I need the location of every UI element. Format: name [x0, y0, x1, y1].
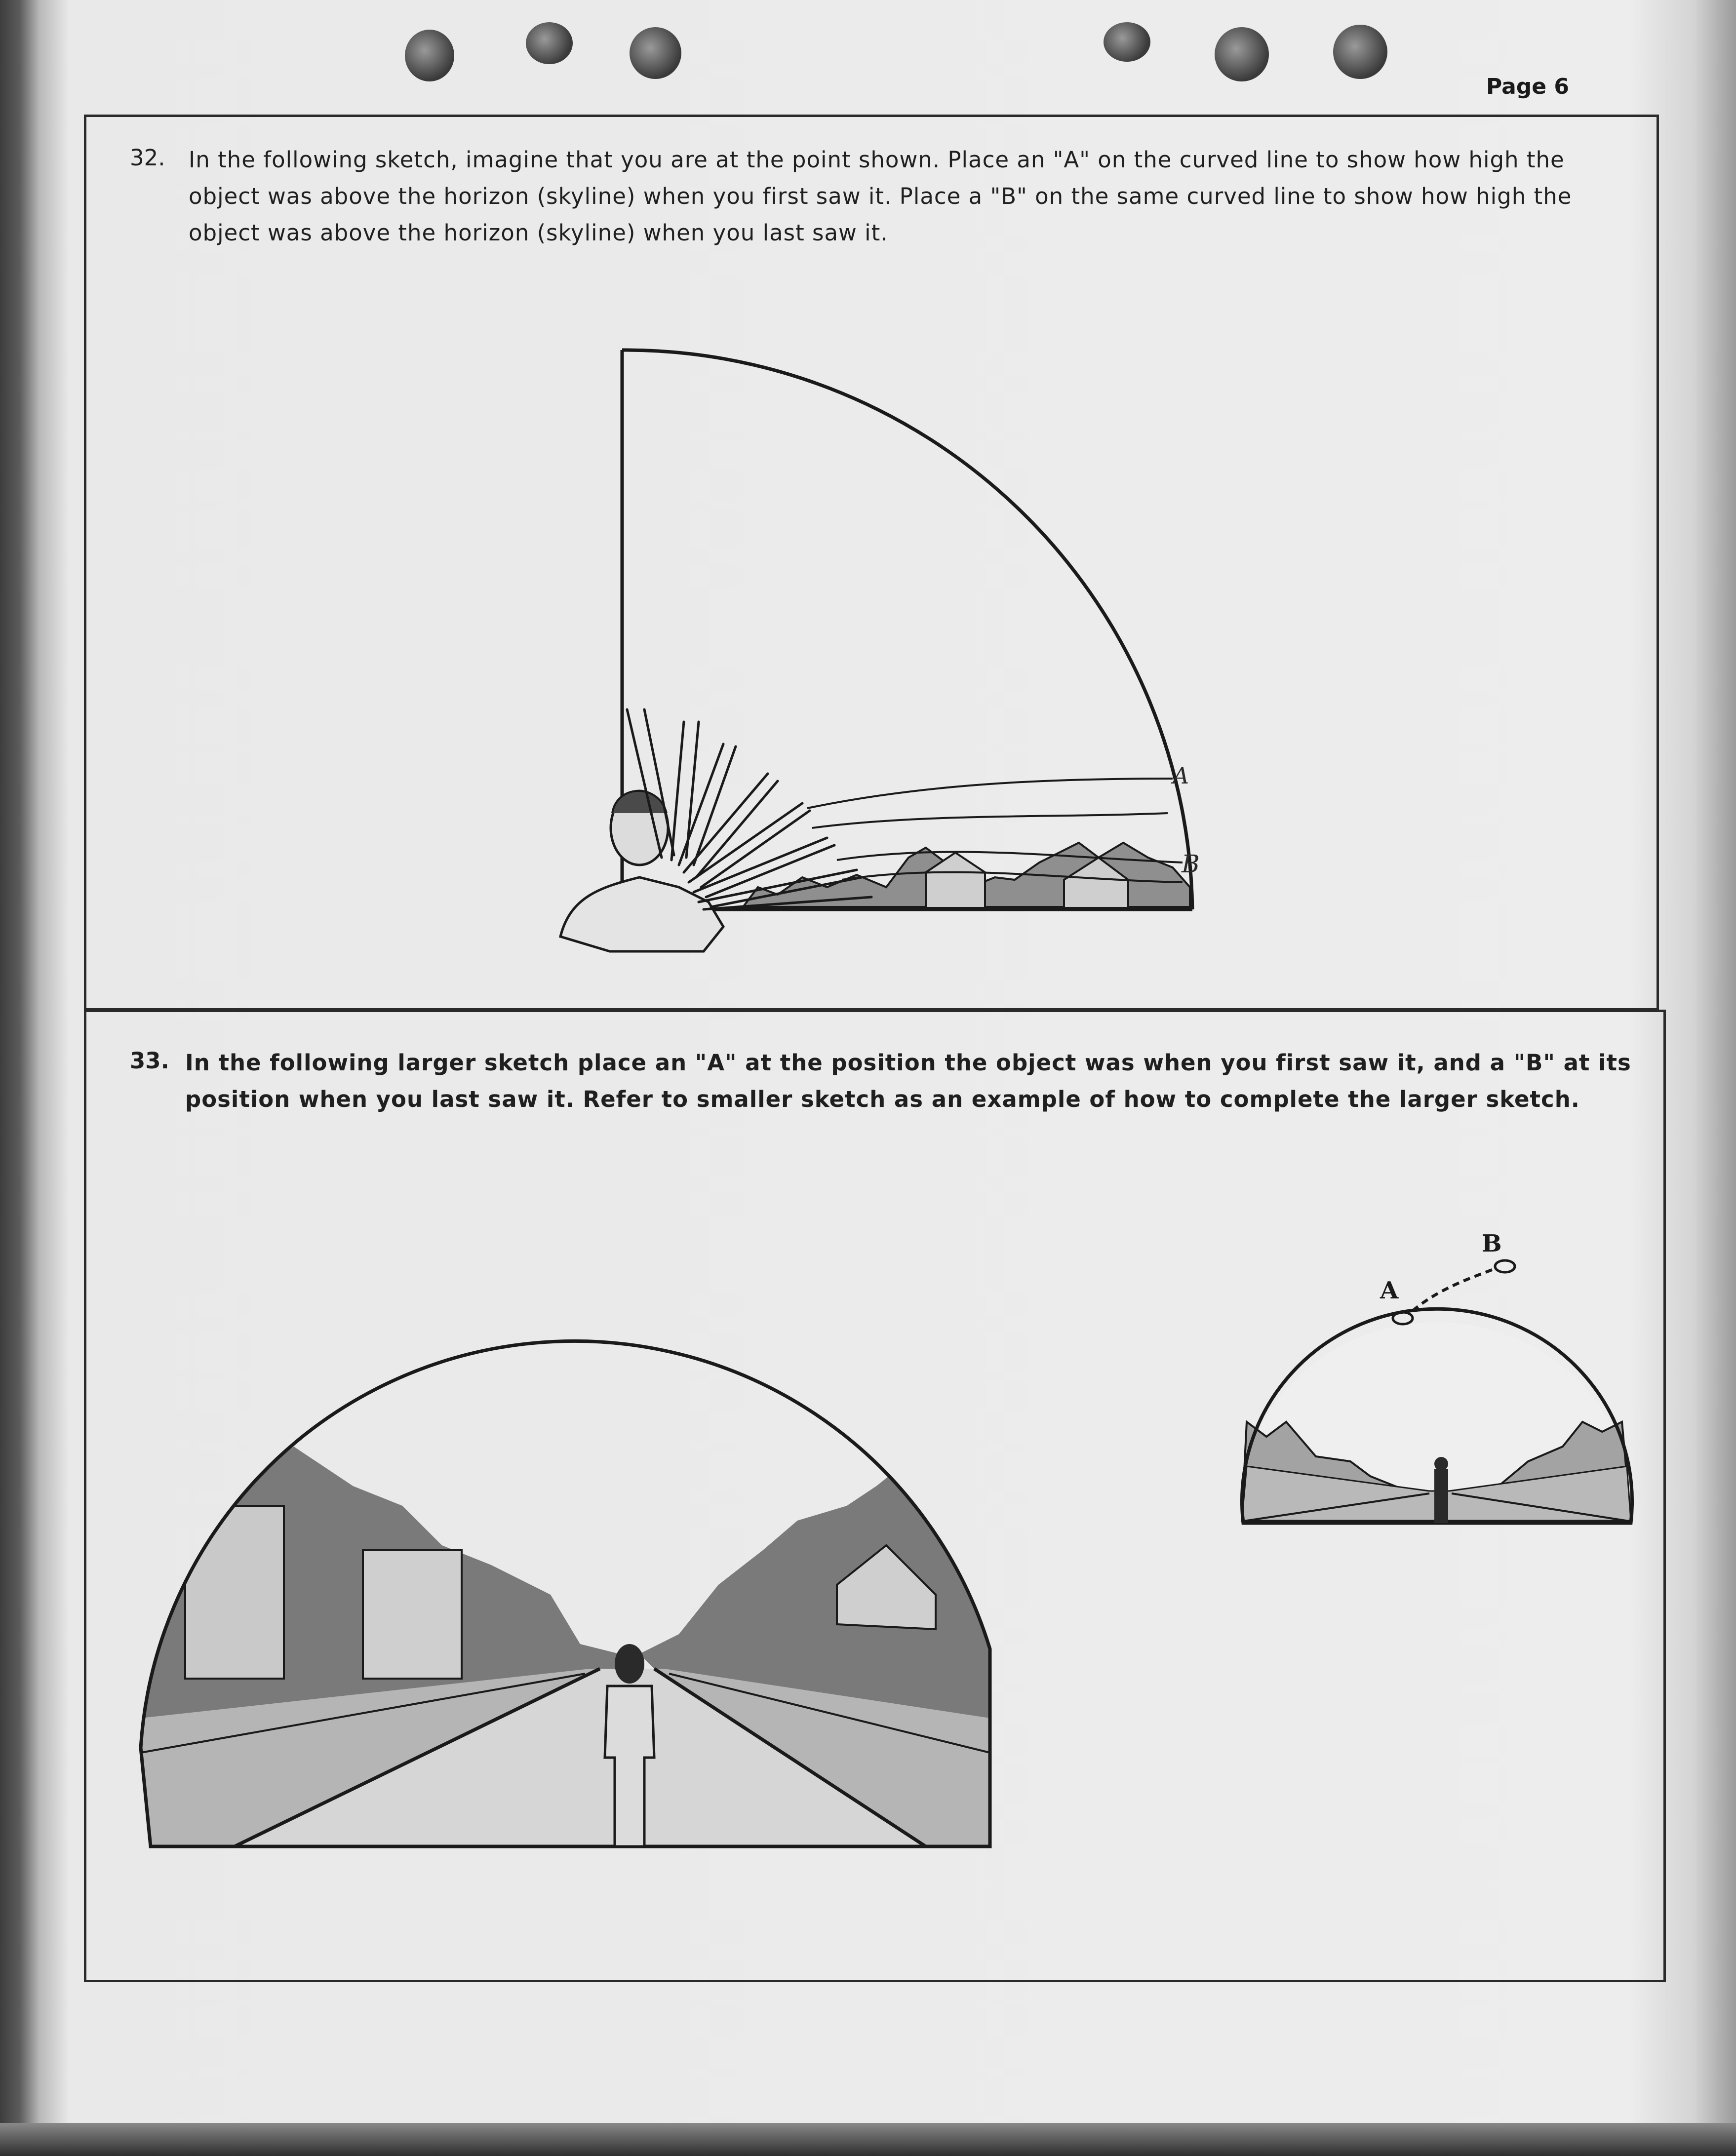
example-mark-b: B [1482, 1230, 1502, 1257]
question-text: In the following sketch, imagine that you are at the point shown. Place an "A" on the curved line to show how high the object was above the horizon (skyline) when you first saw it. Place a "B" on the same curved line to show how high the object was above the horizon (skyline) when you last saw it. [189, 147, 1572, 246]
binder-hole [405, 30, 454, 81]
large-street-sketch [86, 1012, 1668, 1985]
question-number: 33. [130, 1048, 169, 1074]
question-text: In the following larger sketch place an "A" at the position the object was when you first saw it, and a "B" at its position when you last saw it. Refer to smaller sketch as an example of how to complete the larger sketch. [185, 1050, 1631, 1112]
answer-mark-a: A [1173, 762, 1189, 789]
example-mark-a: A [1380, 1277, 1399, 1304]
pointing-arc-sketch [86, 117, 1661, 1013]
binder-hole [630, 27, 681, 79]
question-32-panel [84, 115, 1659, 1011]
scan-bottom-edge [0, 2123, 1736, 2156]
binder-hole [1104, 22, 1150, 62]
binder-hole [1333, 25, 1387, 79]
binder-hole [526, 22, 573, 64]
question-33-panel [84, 1010, 1666, 1982]
binder-hole [1215, 27, 1269, 81]
page-number: Page 6 [1486, 74, 1570, 99]
question-number: 32. [130, 145, 165, 171]
answer-mark-b: B [1182, 850, 1200, 878]
